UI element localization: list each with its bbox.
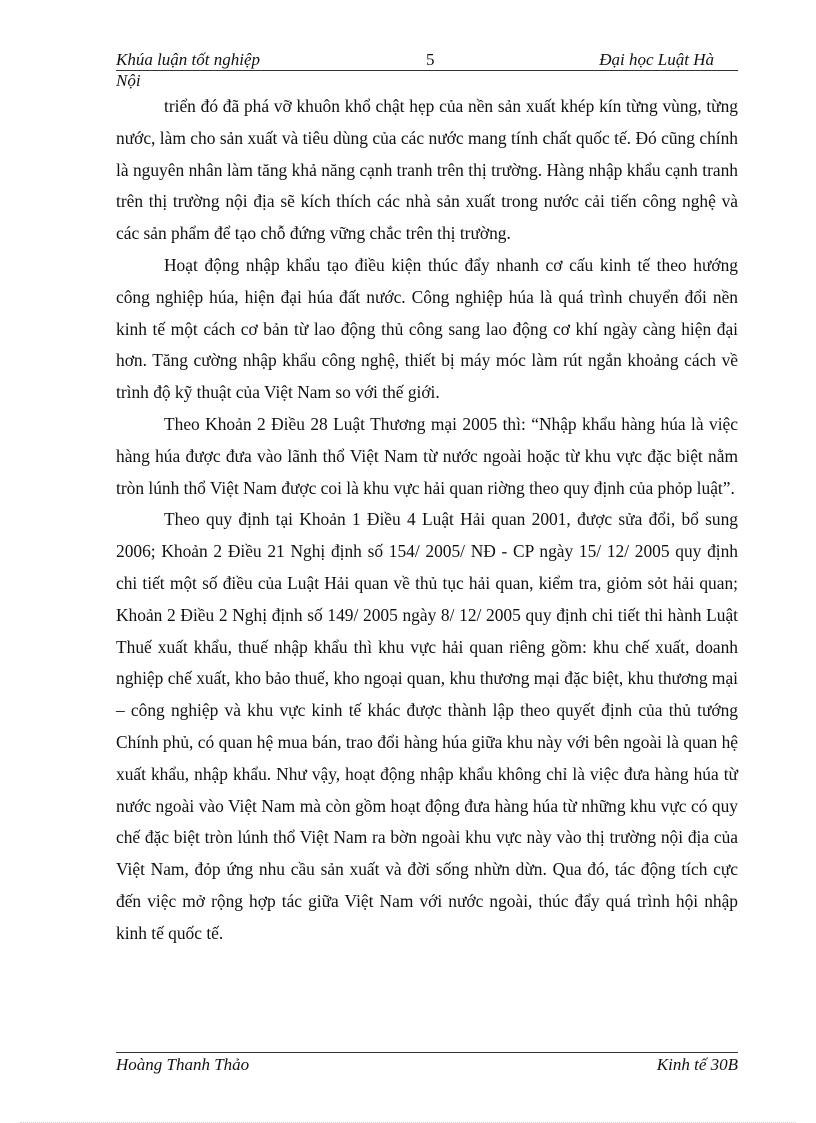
paragraph-2: Hoạt động nhập khẩu tạo điều kiện thúc đẩy nhanh cơ cấu kinh tế theo hướng công nghiệp húa, hiện đại húa đất nước. Công nghiệp húa là quá trình chuyển đổi nền kinh tế một cách cơ bản từ lao động thủ công sang lao động cơ khí ngày càng hiện đại hơn. Tăng cường nhập khẩu công nghệ, thiết bị máy móc làm rút ngắn khoảng cách về trình độ kỹ thuật của Việt Nam so với thế giới. — [116, 254, 738, 403]
page-footer — [116, 1055, 738, 1077]
page-header — [116, 48, 738, 72]
footer-divider — [116, 1052, 738, 1053]
document-body — [116, 91, 738, 950]
footer-author: Hoàng Thanh Thảo — [116, 1055, 250, 1074]
footer-class: Kinh tế 30B — [656, 1055, 738, 1074]
paragraph-1: triển đó đã phá vỡ khuôn khổ chật hẹp của nền sản xuất khép kín từng vùng, từng nước, làm cho sản xuất và tiêu dùng của các nước mang tính chất quốc tế. Đó cũng chính là nguyên nhân làm tăng khả năng cạnh tranh trên thị trường. Hàng nhập khẩu cạnh tranh trên thị trường nội địa sẽ kích thích các nhà sản xuất trong nước cải tiến công nghệ và các sản phẩm để tạo chỗ đứng vững chắc trên thị trường. — [116, 96, 738, 244]
header-university-continued: Nội — [116, 71, 141, 90]
paragraph-3: Theo Khoản 2 Điều 28 Luật Thương mại 2005 thì: “Nhập khẩu hàng húa là việc hàng húa được đưa vào lãnh thổ Việt Nam từ nước ngoài hoặc từ khu vực đặc biệt nằm tròn lúnh thổ Việt Nam được coi là khu vực hải quan riờng theo quy định của phỏp luật”. — [116, 413, 738, 498]
header-divider — [116, 70, 738, 71]
header-university: Đại học Luật Hà — [599, 50, 714, 69]
header-thesis-title: Khúa luận tốt nghiệp — [116, 50, 261, 69]
paragraph-4: Theo quy định tại Khoản 1 Điều 4 Luật Hải quan 2001, được sửa đổi, bổ sung 2006; Khoản 2 Điều 21 Nghị định số 154/ 2005/ NĐ - CP ngày 15/ 12/ 2005 quy định chi tiết một số điều của Luật Hải quan về thủ tục hải quan, kiểm tra, giỏm sỏt hải quan; Khoản 2 Điều 2 Nghị định số 149/ 2005 ngày 8/ 12/ 2005 quy định chi tiết thi hành Luật Thuế xuất khẩu, thuế nhập khẩu thì khu vực hải quan riêng gồm: khu chế xuất, doanh nghiệp chế xuất, kho bảo thuế, kho ngoại quan, khu thương mại đặc biệt, khu thương mại – công nghiệp và khu vực kinh tế khác được thành lập theo quyết định của thủ tướng Chính phủ, có quan hệ mua bán, trao đổi hàng húa giữa khu này với bên ngoài là quan hệ xuất khẩu, nhập khẩu. Như vậy, hoạt động nhập khẩu không chỉ là việc đưa hàng húa từ nước ngoài vào Việt Nam mà còn gồm hoạt động đưa hàng húa từ những khu vực có quy chế đặc biệt tròn lúnh thổ Việt Nam ra bờn ngoài khu vực này vào thị trường nội địa của Việt Nam, đỏp ứng nhu cầu sản xuất và đời sống nhừn dừn. Qua đó, tác động tích cực đến việc mở rộng hợp tác giữa Việt Nam với nước ngoài, thúc đẩy quá trình hội nhập kinh tế quốc tế. — [116, 509, 738, 943]
page-number: 5 — [426, 50, 435, 69]
